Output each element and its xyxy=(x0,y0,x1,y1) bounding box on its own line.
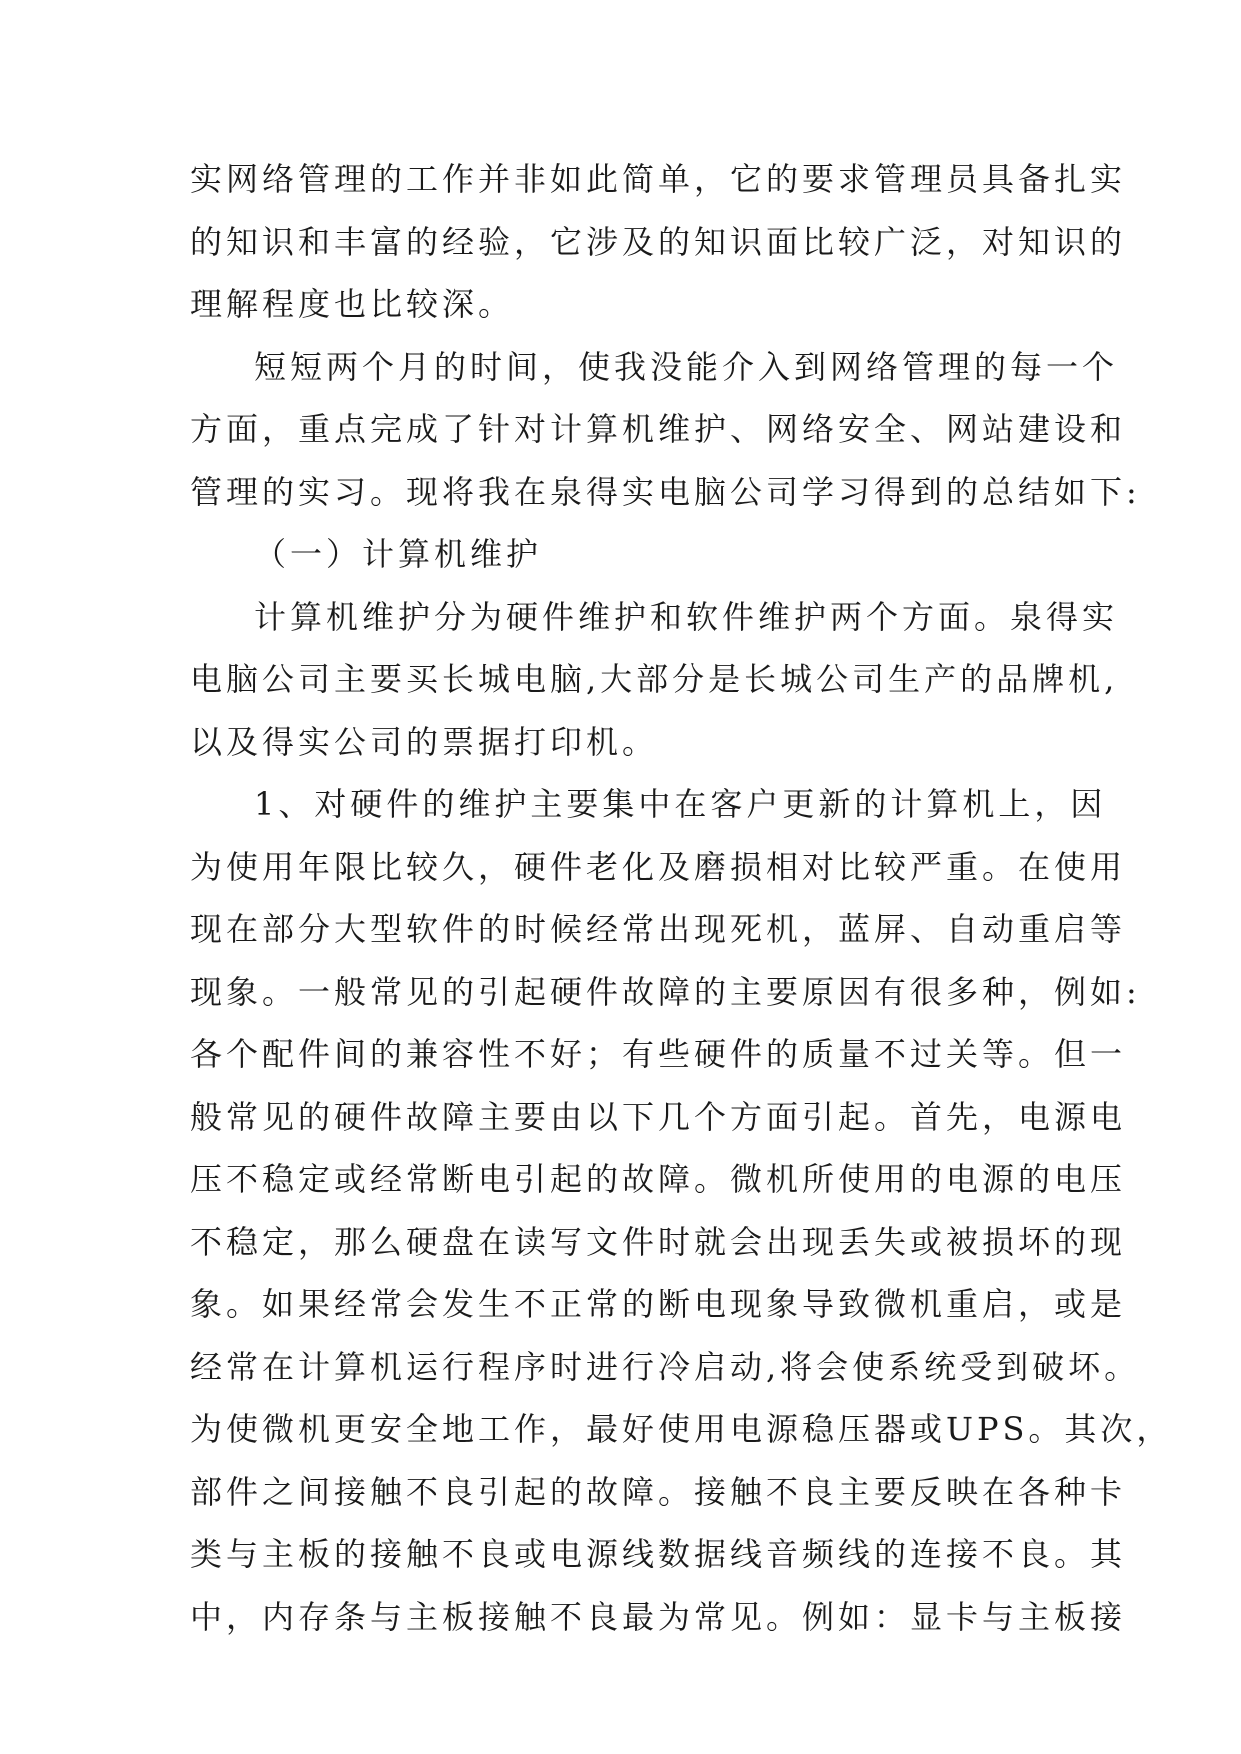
text-line: 现在部分大型软件的时候经常出现死机，蓝屏、自动重启等 xyxy=(190,910,1127,948)
text-line: 中，内存条与主板接触不良最为常见。例如：显卡与主板接 xyxy=(190,1597,1127,1636)
text-line: 理解程度也比较深。 xyxy=(190,285,515,323)
text-line: 计算机维护分为硬件维护和软件维护两个方面。泉得实 xyxy=(254,597,1119,636)
text-line: 类与主板的接触不良或电源线数据线音频线的连接不良。其 xyxy=(190,1535,1127,1573)
text-line: 以及得实公司的票据打印机。 xyxy=(190,722,659,761)
text-line: （一）计算机维护 xyxy=(254,535,543,573)
text-line: 电脑公司主要买长城电脑,大部分是长城公司生产的品牌机, xyxy=(190,660,1119,698)
text-line: 部件之间接触不良引起的故障。接触不良主要反映在各种卡 xyxy=(190,1472,1127,1511)
text-line: 现象。一般常见的引起硬件故障的主要原因有很多种，例如: xyxy=(190,972,1141,1011)
text-line: 各个配件间的兼容性不好；有些硬件的质量不过关等。但一 xyxy=(190,1035,1127,1073)
text-line: 不稳定，那么硬盘在读写文件时就会出现丢失或被损坏的现 xyxy=(190,1222,1127,1261)
text-line: 经常在计算机运行程序时进行冷启动,将会使系统受到破坏。 xyxy=(190,1347,1141,1386)
text-line: 短短两个月的时间，使我没能介入到网络管理的每一个 xyxy=(254,347,1119,386)
document-body xyxy=(190,148,1173,1648)
text-line: 方面，重点完成了针对计算机维护、网络安全、网站建设和 xyxy=(190,410,1127,448)
text-line: 象。如果经常会发生不正常的断电现象导致微机重启，或是 xyxy=(190,1285,1127,1323)
text-line: 般常见的硬件故障主要由以下几个方面引起。首先，电源电 xyxy=(190,1097,1127,1136)
text-line: 管理的实习。现将我在泉得实电脑公司学习得到的总结如下: xyxy=(190,472,1141,511)
text-line: 1、对硬件的维护主要集中在客户更新的计算机上，因 xyxy=(254,785,1107,823)
text-line: 压不稳定或经常断电引起的故障。微机所使用的电源的电压 xyxy=(190,1160,1127,1198)
text-line: 为使用年限比较久，硬件老化及磨损相对比较严重。在使用 xyxy=(190,847,1127,886)
text-line: 为使微机更安全地工作，最好使用电源稳压器或UPS。其次， xyxy=(190,1410,1173,1448)
text-line: 实网络管理的工作并非如此简单，它的要求管理员具备扎实 xyxy=(190,160,1127,198)
text-line: 的知识和丰富的经验，它涉及的知识面比较广泛，对知识的 xyxy=(190,222,1127,261)
